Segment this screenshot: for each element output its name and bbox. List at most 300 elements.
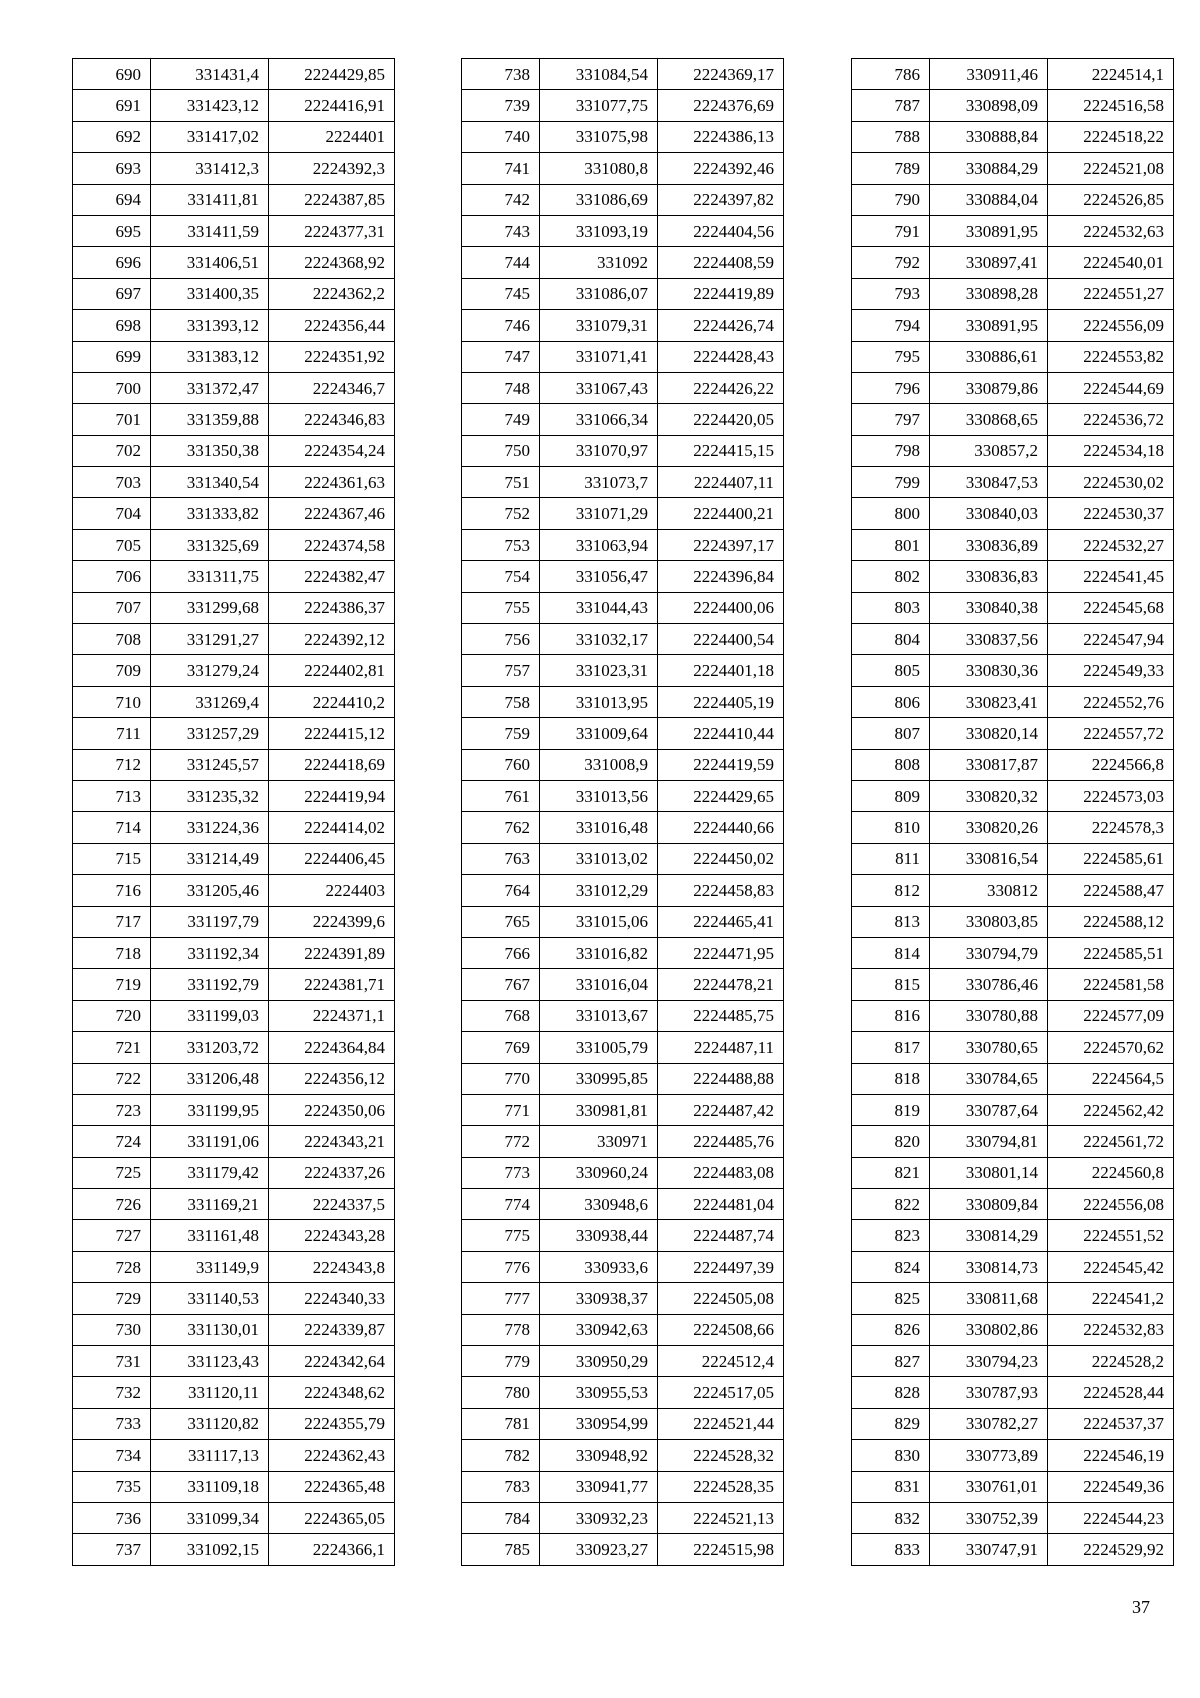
point-number-cell: 758 <box>462 686 540 717</box>
point-number-cell: 725 <box>73 1157 151 1188</box>
y-coordinate-cell: 2224401,18 <box>658 655 784 686</box>
table-row <box>462 498 784 529</box>
y-coordinate-cell: 2224391,89 <box>269 937 395 968</box>
point-number-cell: 723 <box>73 1094 151 1125</box>
y-coordinate-cell: 2224570,62 <box>1048 1032 1174 1063</box>
table-row <box>73 1471 395 1502</box>
table-row <box>852 467 1174 498</box>
table-row <box>852 1408 1174 1439</box>
y-coordinate-cell: 2224521,44 <box>658 1408 784 1439</box>
y-coordinate-cell: 2224556,09 <box>1048 310 1174 341</box>
x-coordinate-cell: 330971 <box>540 1126 658 1157</box>
x-coordinate-cell: 330820,32 <box>930 780 1048 811</box>
x-coordinate-cell: 330897,41 <box>930 247 1048 278</box>
x-coordinate-cell: 331191,06 <box>151 1126 269 1157</box>
x-coordinate-cell: 330780,65 <box>930 1032 1048 1063</box>
y-coordinate-cell: 2224429,65 <box>658 780 784 811</box>
table-row <box>73 1126 395 1157</box>
y-coordinate-cell: 2224562,42 <box>1048 1094 1174 1125</box>
y-coordinate-cell: 2224376,69 <box>658 90 784 121</box>
y-coordinate-cell: 2224355,79 <box>269 1408 395 1439</box>
y-coordinate-cell: 2224346,83 <box>269 404 395 435</box>
y-coordinate-cell: 2224537,37 <box>1048 1408 1174 1439</box>
x-coordinate-cell: 330884,29 <box>930 153 1048 184</box>
y-coordinate-cell: 2224400,06 <box>658 592 784 623</box>
x-coordinate-cell: 331013,56 <box>540 780 658 811</box>
table-row <box>462 529 784 560</box>
point-number-cell: 755 <box>462 592 540 623</box>
point-number-cell: 825 <box>852 1283 930 1314</box>
point-number-cell: 708 <box>73 624 151 655</box>
y-coordinate-cell: 2224368,92 <box>269 247 395 278</box>
x-coordinate-cell: 331086,69 <box>540 184 658 215</box>
point-number-cell: 731 <box>73 1346 151 1377</box>
y-coordinate-cell: 2224392,3 <box>269 153 395 184</box>
table-row <box>852 310 1174 341</box>
table-row <box>852 153 1174 184</box>
point-number-cell: 704 <box>73 498 151 529</box>
point-number-cell: 794 <box>852 310 930 341</box>
point-number-cell: 695 <box>73 215 151 246</box>
table-row <box>73 718 395 749</box>
y-coordinate-cell: 2224564,5 <box>1048 1063 1174 1094</box>
x-coordinate-cell: 330786,46 <box>930 969 1048 1000</box>
point-number-cell: 796 <box>852 372 930 403</box>
y-coordinate-cell: 2224530,37 <box>1048 498 1174 529</box>
y-coordinate-cell: 2224386,13 <box>658 121 784 152</box>
y-coordinate-cell: 2224374,58 <box>269 529 395 560</box>
y-coordinate-cell: 2224521,13 <box>658 1502 784 1533</box>
point-number-cell: 693 <box>73 153 151 184</box>
table-row <box>852 718 1174 749</box>
table-row <box>852 1377 1174 1408</box>
y-coordinate-cell: 2224553,82 <box>1048 341 1174 372</box>
table-row <box>852 561 1174 592</box>
point-number-cell: 773 <box>462 1157 540 1188</box>
y-coordinate-cell: 2224365,48 <box>269 1471 395 1502</box>
y-coordinate-cell: 2224346,7 <box>269 372 395 403</box>
table-row <box>462 686 784 717</box>
y-coordinate-cell: 2224403 <box>269 875 395 906</box>
y-coordinate-cell: 2224536,72 <box>1048 404 1174 435</box>
point-number-cell: 756 <box>462 624 540 655</box>
x-coordinate-cell: 330817,87 <box>930 749 1048 780</box>
y-coordinate-cell: 2224557,72 <box>1048 718 1174 749</box>
point-number-cell: 699 <box>73 341 151 372</box>
y-coordinate-cell: 2224544,23 <box>1048 1502 1174 1533</box>
point-number-cell: 793 <box>852 278 930 309</box>
point-number-cell: 750 <box>462 435 540 466</box>
point-number-cell: 720 <box>73 1000 151 1031</box>
x-coordinate-cell: 330891,95 <box>930 310 1048 341</box>
x-coordinate-cell: 330886,61 <box>930 341 1048 372</box>
x-coordinate-cell: 330814,29 <box>930 1220 1048 1251</box>
table-row <box>462 843 784 874</box>
y-coordinate-cell: 2224532,63 <box>1048 215 1174 246</box>
y-coordinate-cell: 2224588,12 <box>1048 906 1174 937</box>
y-coordinate-cell: 2224546,19 <box>1048 1440 1174 1471</box>
point-number-cell: 692 <box>73 121 151 152</box>
table-row <box>852 906 1174 937</box>
x-coordinate-cell: 331073,7 <box>540 467 658 498</box>
table-row <box>462 1063 784 1094</box>
x-coordinate-cell: 331350,38 <box>151 435 269 466</box>
table-row <box>462 655 784 686</box>
x-coordinate-cell: 330942,63 <box>540 1314 658 1345</box>
point-number-cell: 779 <box>462 1346 540 1377</box>
x-coordinate-cell: 331417,02 <box>151 121 269 152</box>
table-row <box>73 561 395 592</box>
point-number-cell: 757 <box>462 655 540 686</box>
table-row <box>852 90 1174 121</box>
point-number-cell: 807 <box>852 718 930 749</box>
y-coordinate-cell: 2224428,43 <box>658 341 784 372</box>
y-coordinate-cell: 2224415,12 <box>269 718 395 749</box>
table-row <box>852 498 1174 529</box>
point-number-cell: 782 <box>462 1440 540 1471</box>
table-row <box>852 215 1174 246</box>
table-row <box>462 1157 784 1188</box>
point-number-cell: 764 <box>462 875 540 906</box>
x-coordinate-cell: 330884,04 <box>930 184 1048 215</box>
table-row <box>73 247 395 278</box>
y-coordinate-cell: 2224362,43 <box>269 1440 395 1471</box>
table-row <box>852 686 1174 717</box>
y-coordinate-cell: 2224407,11 <box>658 467 784 498</box>
point-number-cell: 746 <box>462 310 540 341</box>
point-number-cell: 819 <box>852 1094 930 1125</box>
y-coordinate-cell: 2224392,46 <box>658 153 784 184</box>
table-row <box>73 498 395 529</box>
table-row <box>462 1220 784 1251</box>
point-number-cell: 738 <box>462 59 540 90</box>
table-row <box>852 1126 1174 1157</box>
x-coordinate-cell: 330802,86 <box>930 1314 1048 1345</box>
y-coordinate-cell: 2224400,21 <box>658 498 784 529</box>
x-coordinate-cell: 331016,82 <box>540 937 658 968</box>
table-row <box>73 843 395 874</box>
point-number-cell: 744 <box>462 247 540 278</box>
table-row <box>852 937 1174 968</box>
y-coordinate-cell: 2224410,2 <box>269 686 395 717</box>
point-number-cell: 740 <box>462 121 540 152</box>
table-row <box>852 1032 1174 1063</box>
y-coordinate-cell: 2224549,36 <box>1048 1471 1174 1502</box>
y-coordinate-cell: 2224471,95 <box>658 937 784 968</box>
y-coordinate-cell: 2224351,92 <box>269 341 395 372</box>
point-number-cell: 801 <box>852 529 930 560</box>
table-row <box>73 1346 395 1377</box>
table-row <box>852 1283 1174 1314</box>
point-number-cell: 765 <box>462 906 540 937</box>
point-number-cell: 714 <box>73 812 151 843</box>
x-coordinate-cell: 331199,03 <box>151 1000 269 1031</box>
point-number-cell: 753 <box>462 529 540 560</box>
x-coordinate-cell: 331079,31 <box>540 310 658 341</box>
point-number-cell: 733 <box>73 1408 151 1439</box>
point-number-cell: 787 <box>852 90 930 121</box>
x-coordinate-cell: 331071,29 <box>540 498 658 529</box>
table-row <box>73 1094 395 1125</box>
point-number-cell: 830 <box>852 1440 930 1471</box>
x-coordinate-cell: 331412,3 <box>151 153 269 184</box>
y-coordinate-cell: 2224400,54 <box>658 624 784 655</box>
point-number-cell: 814 <box>852 937 930 968</box>
coordinate-table-2 <box>461 58 784 1566</box>
table-row <box>73 906 395 937</box>
y-coordinate-cell: 2224406,45 <box>269 843 395 874</box>
x-coordinate-cell: 331092,15 <box>151 1534 269 1565</box>
table-row <box>73 1440 395 1471</box>
table-row <box>73 467 395 498</box>
table-row <box>73 90 395 121</box>
y-coordinate-cell: 2224517,05 <box>658 1377 784 1408</box>
table-row <box>73 1314 395 1345</box>
point-number-cell: 705 <box>73 529 151 560</box>
table-row <box>462 1251 784 1282</box>
point-number-cell: 785 <box>462 1534 540 1565</box>
table-row <box>73 278 395 309</box>
x-coordinate-cell: 330801,14 <box>930 1157 1048 1188</box>
point-number-cell: 727 <box>73 1220 151 1251</box>
x-coordinate-cell: 331120,82 <box>151 1408 269 1439</box>
x-coordinate-cell: 331093,19 <box>540 215 658 246</box>
x-coordinate-cell: 330830,36 <box>930 655 1048 686</box>
table-row <box>852 1534 1174 1565</box>
table-row <box>73 529 395 560</box>
table-row <box>462 1000 784 1031</box>
table-row <box>462 59 784 90</box>
y-coordinate-cell: 2224361,63 <box>269 467 395 498</box>
x-coordinate-cell: 331197,79 <box>151 906 269 937</box>
y-coordinate-cell: 2224516,58 <box>1048 90 1174 121</box>
y-coordinate-cell: 2224399,6 <box>269 906 395 937</box>
table-row <box>73 749 395 780</box>
point-number-cell: 707 <box>73 592 151 623</box>
y-coordinate-cell: 2224397,82 <box>658 184 784 215</box>
x-coordinate-cell: 330840,38 <box>930 592 1048 623</box>
y-coordinate-cell: 2224528,35 <box>658 1471 784 1502</box>
x-coordinate-cell: 330820,14 <box>930 718 1048 749</box>
y-coordinate-cell: 2224487,74 <box>658 1220 784 1251</box>
y-coordinate-cell: 2224414,02 <box>269 812 395 843</box>
x-coordinate-cell: 330995,85 <box>540 1063 658 1094</box>
point-number-cell: 806 <box>852 686 930 717</box>
y-coordinate-cell: 2224518,22 <box>1048 121 1174 152</box>
x-coordinate-cell: 331092 <box>540 247 658 278</box>
table-row <box>852 184 1174 215</box>
table-row <box>462 1408 784 1439</box>
table-row <box>462 1283 784 1314</box>
y-coordinate-cell: 2224549,33 <box>1048 655 1174 686</box>
table-row <box>462 561 784 592</box>
table-row <box>852 969 1174 1000</box>
x-coordinate-cell: 331075,98 <box>540 121 658 152</box>
table-row <box>462 1189 784 1220</box>
x-coordinate-cell: 331269,4 <box>151 686 269 717</box>
x-coordinate-cell: 330836,83 <box>930 561 1048 592</box>
y-coordinate-cell: 2224410,44 <box>658 718 784 749</box>
table-row <box>852 1063 1174 1094</box>
y-coordinate-cell: 2224402,81 <box>269 655 395 686</box>
y-coordinate-cell: 2224343,8 <box>269 1251 395 1282</box>
point-number-cell: 697 <box>73 278 151 309</box>
x-coordinate-cell: 331056,47 <box>540 561 658 592</box>
y-coordinate-cell: 2224515,98 <box>658 1534 784 1565</box>
y-coordinate-cell: 2224551,27 <box>1048 278 1174 309</box>
x-coordinate-cell: 331205,46 <box>151 875 269 906</box>
point-number-cell: 694 <box>73 184 151 215</box>
y-coordinate-cell: 2224350,06 <box>269 1094 395 1125</box>
x-coordinate-cell: 330847,53 <box>930 467 1048 498</box>
table-row <box>462 215 784 246</box>
point-number-cell: 805 <box>852 655 930 686</box>
y-coordinate-cell: 2224508,66 <box>658 1314 784 1345</box>
x-coordinate-cell: 331084,54 <box>540 59 658 90</box>
table-row <box>852 1220 1174 1251</box>
table-row <box>73 592 395 623</box>
table-row <box>462 1440 784 1471</box>
table-row <box>852 655 1174 686</box>
point-number-cell: 719 <box>73 969 151 1000</box>
point-number-cell: 790 <box>852 184 930 215</box>
x-coordinate-cell: 330773,89 <box>930 1440 1048 1471</box>
point-number-cell: 829 <box>852 1408 930 1439</box>
y-coordinate-cell: 2224418,69 <box>269 749 395 780</box>
table-row <box>852 812 1174 843</box>
table-row <box>73 1220 395 1251</box>
x-coordinate-cell: 331023,31 <box>540 655 658 686</box>
table-row <box>852 372 1174 403</box>
point-number-cell: 711 <box>73 718 151 749</box>
y-coordinate-cell: 2224529,92 <box>1048 1534 1174 1565</box>
table-row <box>73 404 395 435</box>
y-coordinate-cell: 2224366,1 <box>269 1534 395 1565</box>
y-coordinate-cell: 2224354,24 <box>269 435 395 466</box>
y-coordinate-cell: 2224547,94 <box>1048 624 1174 655</box>
point-number-cell: 813 <box>852 906 930 937</box>
table-row <box>462 780 784 811</box>
x-coordinate-cell: 330879,86 <box>930 372 1048 403</box>
y-coordinate-cell: 2224450,02 <box>658 843 784 874</box>
x-coordinate-cell: 331066,34 <box>540 404 658 435</box>
x-coordinate-cell: 331431,4 <box>151 59 269 90</box>
y-coordinate-cell: 2224556,08 <box>1048 1189 1174 1220</box>
table-row <box>462 1346 784 1377</box>
y-coordinate-cell: 2224560,8 <box>1048 1157 1174 1188</box>
y-coordinate-cell: 2224528,32 <box>658 1440 784 1471</box>
point-number-cell: 698 <box>73 310 151 341</box>
table-row <box>73 1157 395 1188</box>
table-row <box>852 1251 1174 1282</box>
table-row <box>852 1471 1174 1502</box>
x-coordinate-cell: 331013,02 <box>540 843 658 874</box>
table-row <box>852 1094 1174 1125</box>
point-number-cell: 777 <box>462 1283 540 1314</box>
x-coordinate-cell: 330938,44 <box>540 1220 658 1251</box>
x-coordinate-cell: 331206,48 <box>151 1063 269 1094</box>
point-number-cell: 788 <box>852 121 930 152</box>
x-coordinate-cell: 330780,88 <box>930 1000 1048 1031</box>
point-number-cell: 759 <box>462 718 540 749</box>
y-coordinate-cell: 2224396,84 <box>658 561 784 592</box>
table-row <box>73 184 395 215</box>
x-coordinate-cell: 331257,29 <box>151 718 269 749</box>
x-coordinate-cell: 331099,34 <box>151 1502 269 1533</box>
point-number-cell: 798 <box>852 435 930 466</box>
y-coordinate-cell: 2224362,2 <box>269 278 395 309</box>
x-coordinate-cell: 331016,48 <box>540 812 658 843</box>
x-coordinate-cell: 331400,35 <box>151 278 269 309</box>
table-row <box>852 1157 1174 1188</box>
x-coordinate-cell: 331245,57 <box>151 749 269 780</box>
x-coordinate-cell: 330794,79 <box>930 937 1048 968</box>
x-coordinate-cell: 331086,07 <box>540 278 658 309</box>
point-number-cell: 741 <box>462 153 540 184</box>
table-row <box>462 718 784 749</box>
point-number-cell: 831 <box>852 1471 930 1502</box>
y-coordinate-cell: 2224340,33 <box>269 1283 395 1314</box>
table-row <box>462 1126 784 1157</box>
point-number-cell: 820 <box>852 1126 930 1157</box>
x-coordinate-cell: 330820,26 <box>930 812 1048 843</box>
x-coordinate-cell: 330787,64 <box>930 1094 1048 1125</box>
y-coordinate-cell: 2224337,5 <box>269 1189 395 1220</box>
table-row <box>73 435 395 466</box>
point-number-cell: 754 <box>462 561 540 592</box>
table-row <box>462 404 784 435</box>
x-coordinate-cell: 331016,04 <box>540 969 658 1000</box>
y-coordinate-cell: 2224545,42 <box>1048 1251 1174 1282</box>
x-coordinate-cell: 331140,53 <box>151 1283 269 1314</box>
table-row <box>852 529 1174 560</box>
point-number-cell: 736 <box>73 1502 151 1533</box>
table-row <box>462 1377 784 1408</box>
y-coordinate-cell: 2224581,58 <box>1048 969 1174 1000</box>
table-row <box>462 153 784 184</box>
x-coordinate-cell: 330981,81 <box>540 1094 658 1125</box>
y-coordinate-cell: 2224419,89 <box>658 278 784 309</box>
table-row <box>462 1471 784 1502</box>
point-number-cell: 702 <box>73 435 151 466</box>
y-coordinate-cell: 2224371,1 <box>269 1000 395 1031</box>
x-coordinate-cell: 331067,43 <box>540 372 658 403</box>
x-coordinate-cell: 331311,75 <box>151 561 269 592</box>
x-coordinate-cell: 330938,37 <box>540 1283 658 1314</box>
point-number-cell: 789 <box>852 153 930 184</box>
table-row <box>462 121 784 152</box>
point-number-cell: 748 <box>462 372 540 403</box>
x-coordinate-cell: 331192,79 <box>151 969 269 1000</box>
point-number-cell: 703 <box>73 467 151 498</box>
point-number-cell: 751 <box>462 467 540 498</box>
x-coordinate-cell: 330794,81 <box>930 1126 1048 1157</box>
y-coordinate-cell: 2224397,17 <box>658 529 784 560</box>
table-row <box>73 1283 395 1314</box>
y-coordinate-cell: 2224419,59 <box>658 749 784 780</box>
table-row <box>462 341 784 372</box>
y-coordinate-cell: 2224545,68 <box>1048 592 1174 623</box>
y-coordinate-cell: 2224348,62 <box>269 1377 395 1408</box>
x-coordinate-cell: 331123,43 <box>151 1346 269 1377</box>
point-number-cell: 803 <box>852 592 930 623</box>
table-row <box>73 153 395 184</box>
point-number-cell: 822 <box>852 1189 930 1220</box>
x-coordinate-cell: 331005,79 <box>540 1032 658 1063</box>
point-number-cell: 724 <box>73 1126 151 1157</box>
y-coordinate-cell: 2224356,44 <box>269 310 395 341</box>
y-coordinate-cell: 2224367,46 <box>269 498 395 529</box>
